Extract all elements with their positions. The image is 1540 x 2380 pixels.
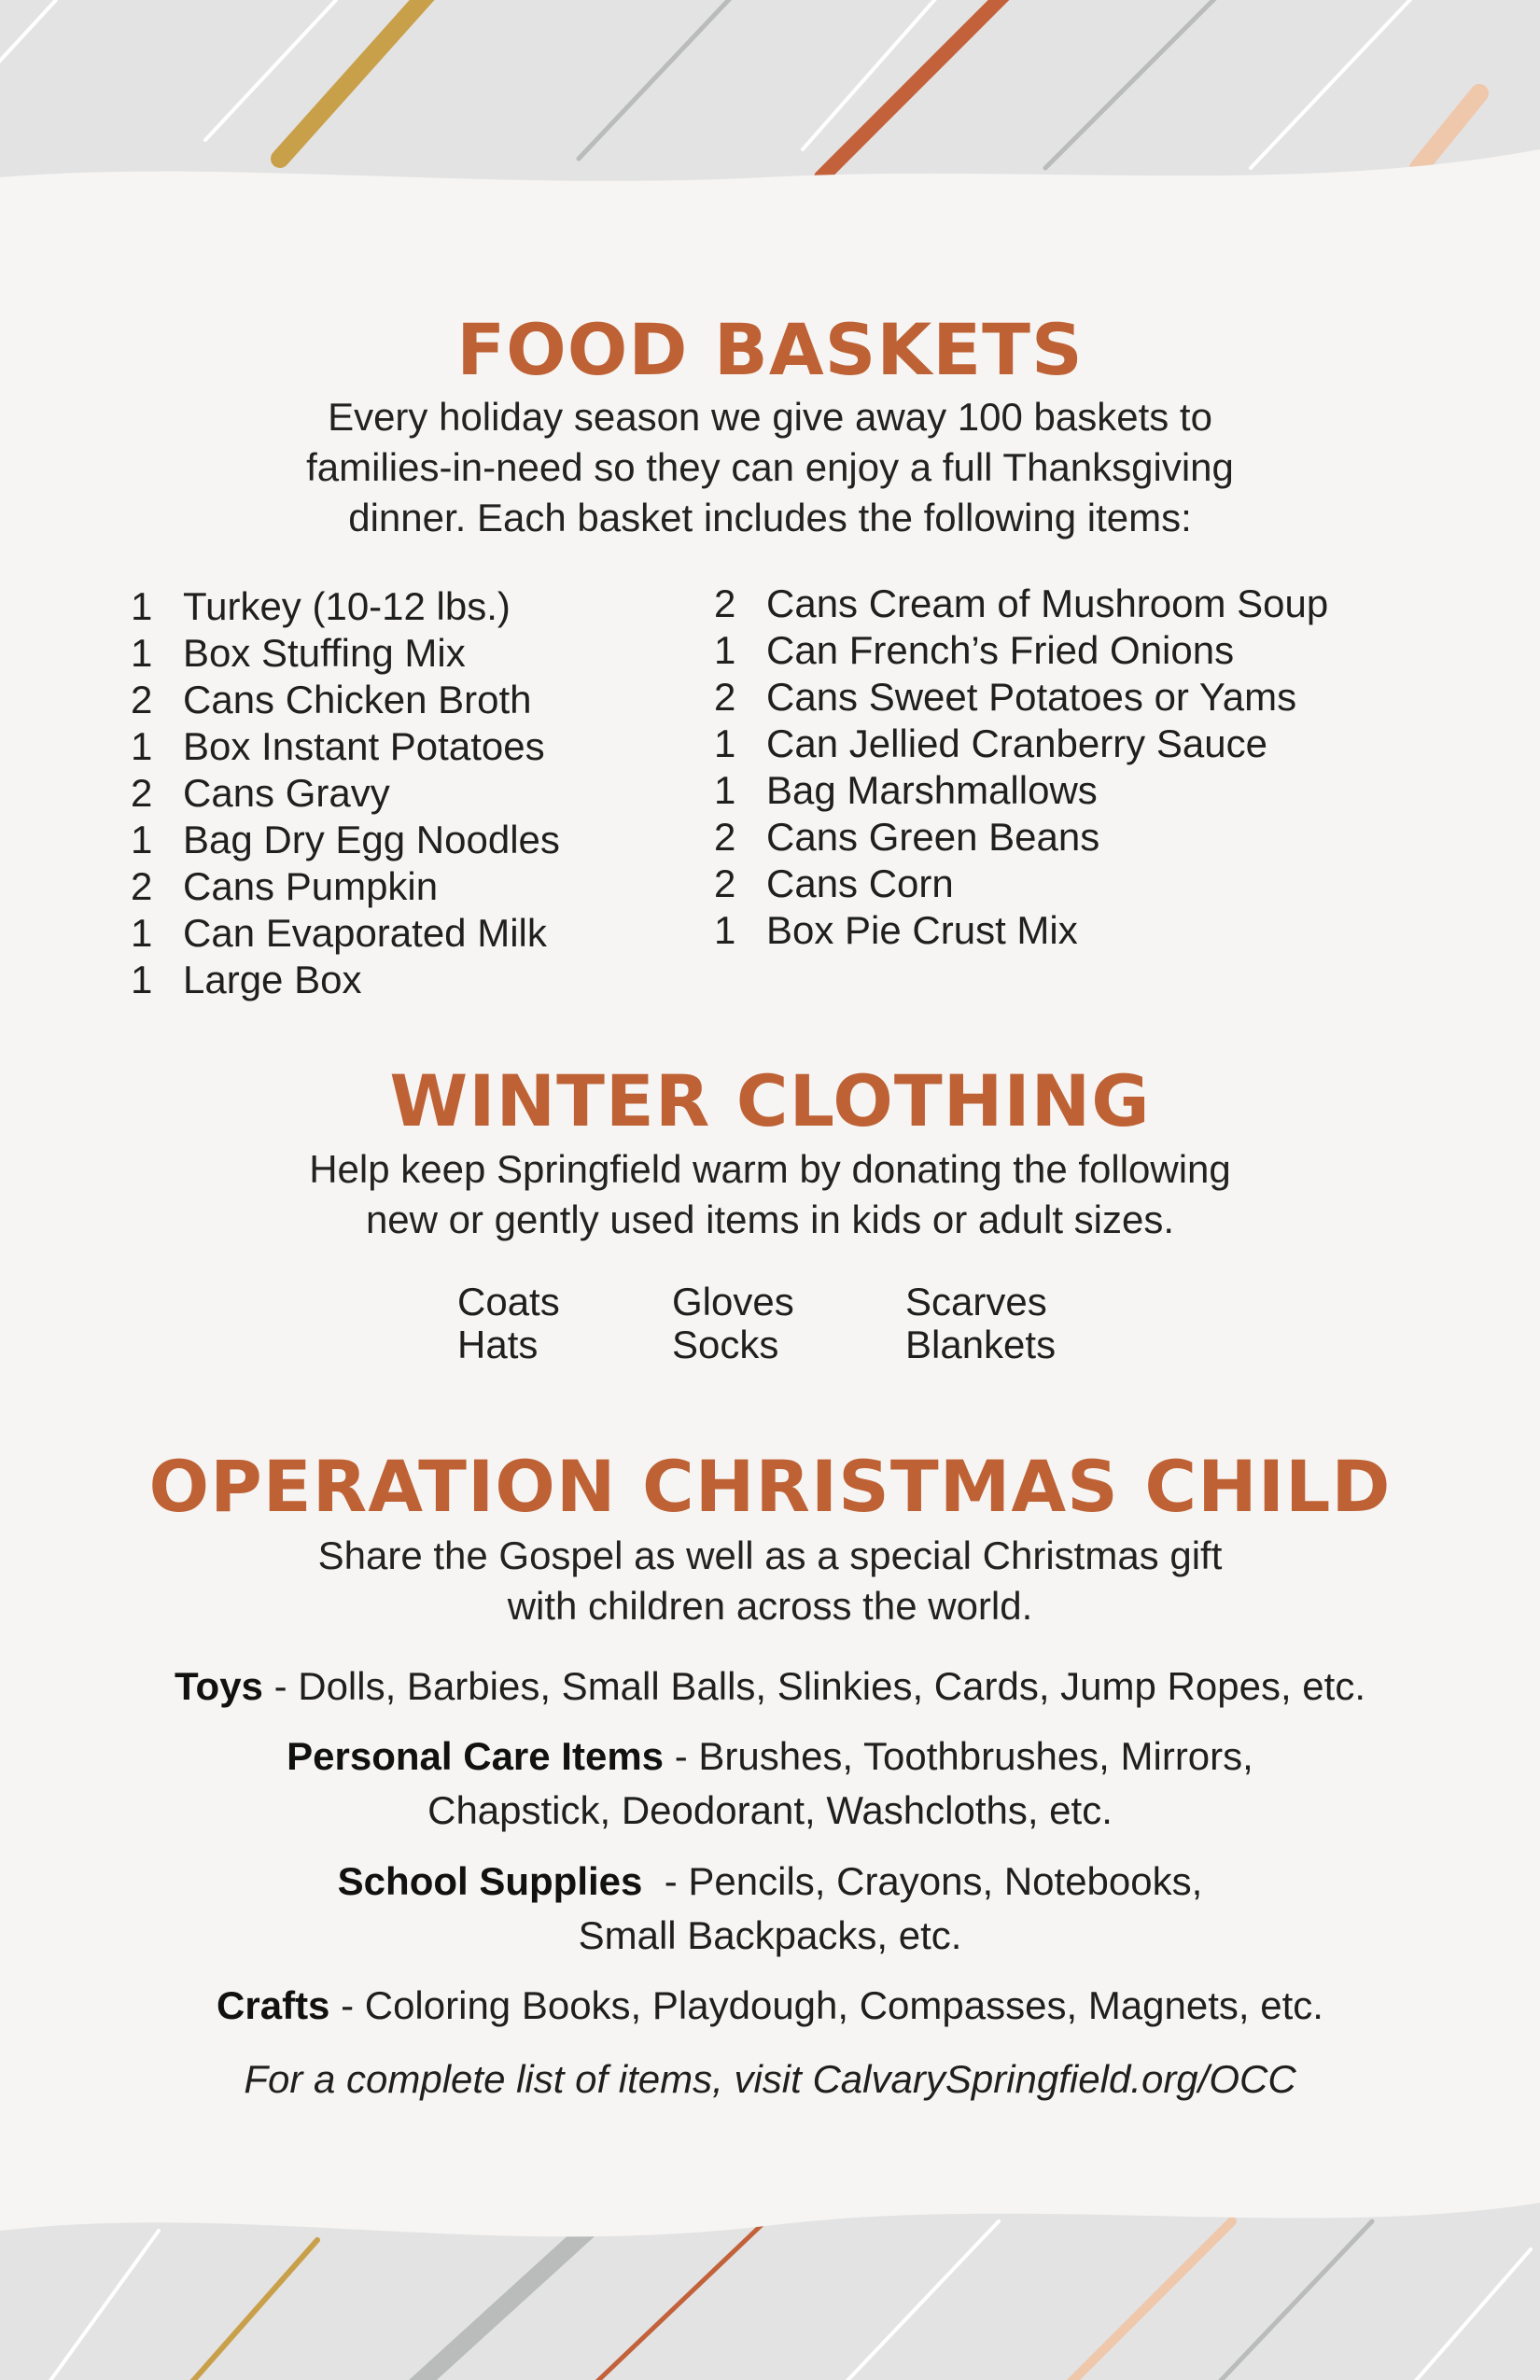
list-item: Blankets xyxy=(905,1323,1057,1366)
list-item: 2 Cans Sweet Potatoes or Yams xyxy=(714,675,1297,719)
occ-category-school-supplies: School Supplies - Pencils, Crayons, Notebooks, Small Backpacks, etc. xyxy=(337,1859,1203,1957)
food-baskets-intro: Every holiday season we give away 100 baskets to families-in-need so they can enjoy a full Thanksgiving dinner. Each basket includes the following items: xyxy=(306,395,1234,539)
list-item: 1 Can Evaporated Milk xyxy=(131,911,547,955)
list-item: 1 Box Pie Crust Mix xyxy=(714,908,1078,952)
list-item: 1 Bag Marshmallows xyxy=(714,768,1098,812)
food-basket-items-left xyxy=(131,583,560,1003)
list-item: Coats xyxy=(457,1280,560,1323)
list-item: 1 Box Instant Potatoes xyxy=(131,724,545,768)
occ-heading: OPERATION CHRISTMAS CHILD xyxy=(148,1445,1392,1528)
list-item: Gloves xyxy=(672,1280,794,1323)
winter-clothing-heading: WINTER CLOTHING xyxy=(389,1059,1151,1142)
list-item: Socks xyxy=(672,1323,779,1366)
occ-category-personal-care: Personal Care Items - Brushes, Toothbrushes, Mirrors, Chapstick, Deodorant, Washcloths, etc. xyxy=(287,1734,1253,1832)
occ-intro: Share the Gospel as well as a special Christmas gift with children across the world. xyxy=(317,1533,1223,1628)
list-item: 2 Cans Cream of Mushroom Soup xyxy=(714,581,1329,625)
occ-section xyxy=(0,1445,1540,1529)
list-item: 1 Bag Dry Egg Noodles xyxy=(131,818,560,861)
list-item: 2 Cans Corn xyxy=(714,861,954,905)
occ-category-toys: Toys - Dolls, Barbies, Small Balls, Slinkies, Cards, Jump Ropes, etc. xyxy=(175,1664,1365,1708)
food-baskets-section xyxy=(0,308,1540,392)
food-basket-items-right xyxy=(714,581,1328,954)
list-item: 2 Cans Gravy xyxy=(131,771,390,815)
list-item: 1 Can Jellied Cranberry Sauce xyxy=(714,721,1267,765)
winter-clothing-intro: Help keep Springfield warm by donating the following new or gently used items in kids or adult sizes. xyxy=(309,1147,1231,1241)
occ-category-crafts: Crafts - Coloring Books, Playdough, Compasses, Magnets, etc. xyxy=(217,1983,1323,2027)
list-item: 1 Turkey (10-12 lbs.) xyxy=(131,584,511,628)
list-item: Scarves xyxy=(905,1280,1047,1323)
list-item: 2 Cans Green Beans xyxy=(714,815,1100,859)
list-item: 2 Cans Chicken Broth xyxy=(131,678,532,721)
list-item: Hats xyxy=(457,1323,539,1366)
list-item: 1 Can French’s Fried Onions xyxy=(714,628,1235,672)
clothing-column-3 xyxy=(905,1281,1056,1366)
clothing-column-1 xyxy=(457,1281,560,1366)
list-item: 2 Cans Pumpkin xyxy=(131,864,439,908)
occ-website-note: For a complete list of items, visit CalvarySpringfield.org/OCC xyxy=(244,2057,1296,2101)
winter-clothing-section xyxy=(0,1059,1540,1143)
list-item: 1 Box Stuffing Mix xyxy=(131,631,466,675)
clothing-column-2 xyxy=(672,1281,794,1366)
food-baskets-heading: FOOD BASKETS xyxy=(456,308,1084,391)
list-item: 1 Large Box xyxy=(131,958,362,1001)
